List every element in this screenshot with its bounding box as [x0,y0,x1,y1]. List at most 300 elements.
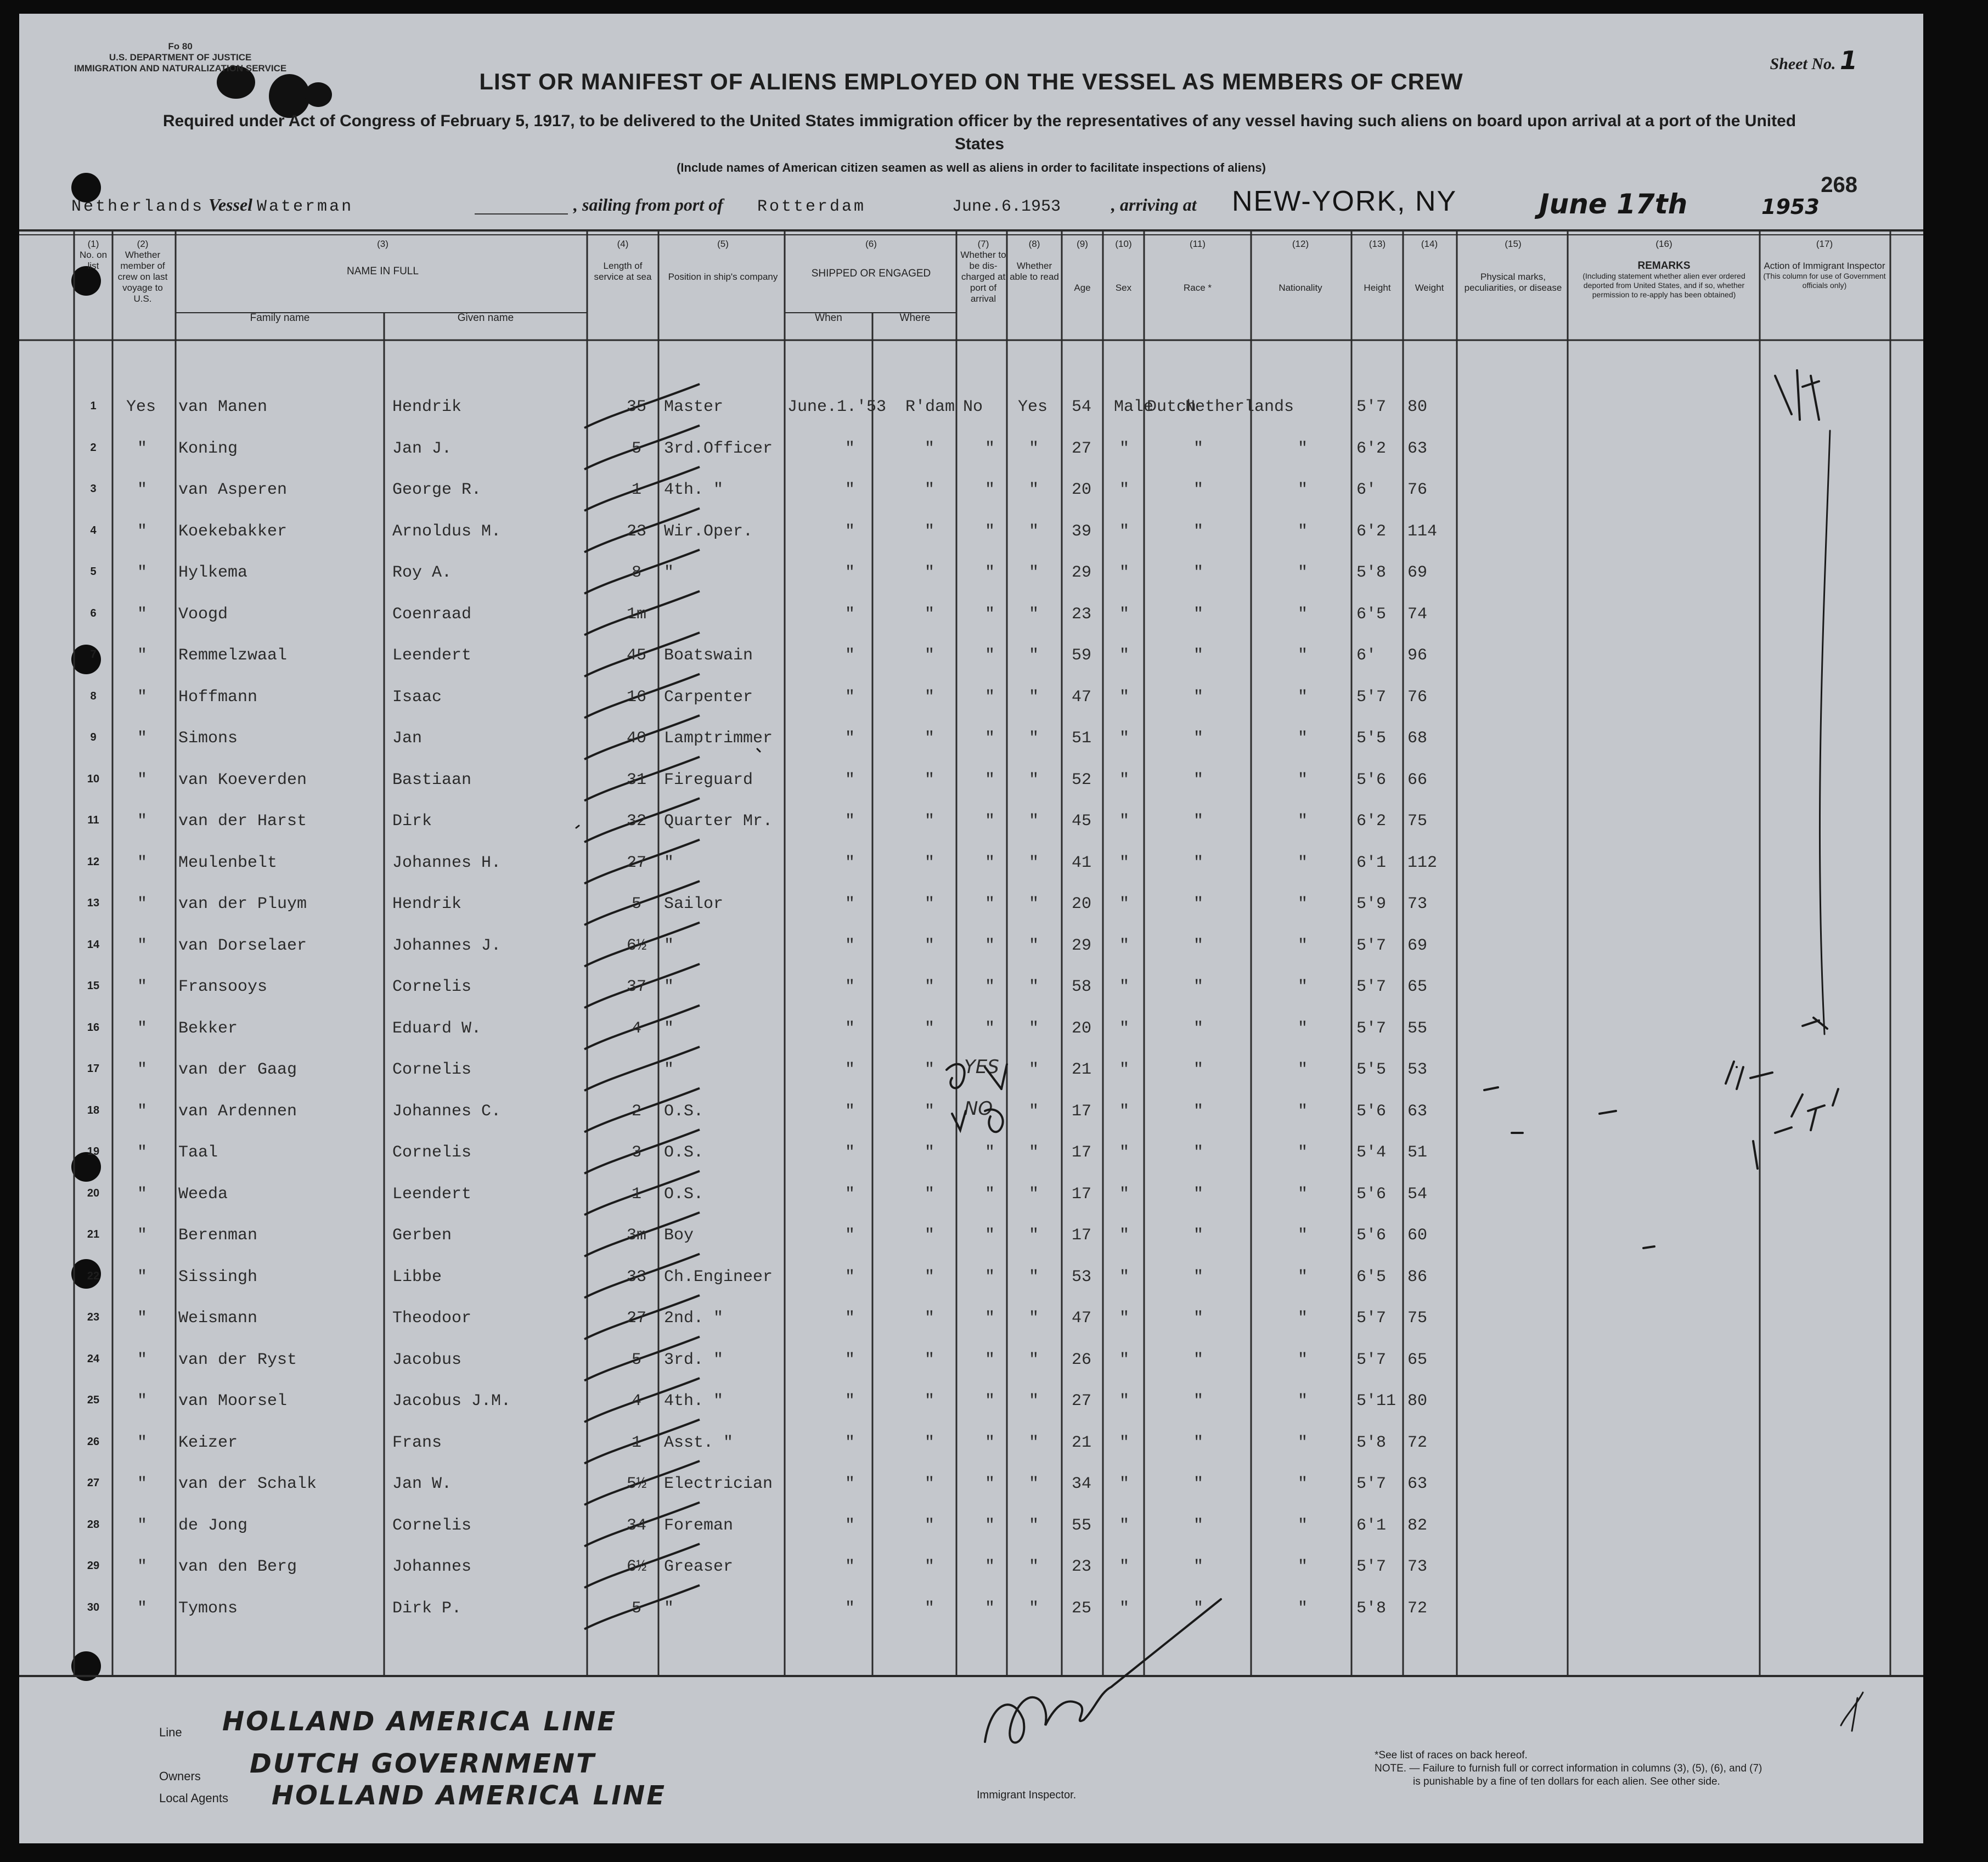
cell-height: 5'7 [1356,1475,1387,1493]
cell-discharge: " [985,1433,995,1452]
cell-height: 5'5 [1356,1060,1387,1079]
cell-weight: 66 [1407,770,1428,789]
cell-where: " [925,646,935,665]
cell-nationality: " [1298,646,1308,665]
footnote: *See list of races on back hereof. NOTE. — Failure to furnish full or correct information in columns (3), (5), (6), and (7) is punishable by a fine of ten dollars for each alien. See other side. [1375,1750,1762,1787]
cell-given: Coenraad [392,605,472,624]
cell-discharge: " [985,812,995,831]
cell-height: 5'4 [1356,1143,1387,1162]
cell-read: " [1029,1558,1039,1576]
sailing-label: , sailing from port of [573,195,723,215]
cell-last: " [137,1309,148,1328]
cell-when: " [845,1309,855,1328]
row-number: 23 [87,1311,100,1323]
cell-service: 2 [631,1102,641,1121]
cell-height: 5'9 [1356,895,1387,913]
cell-sex: " [1119,605,1130,624]
cell-weight: 80 [1407,398,1428,416]
cell-sex: " [1119,1558,1130,1576]
cell-family: Weismann [178,1309,258,1328]
cell-where: " [925,1184,935,1204]
cell-read: " [1029,481,1039,499]
cell-weight: 60 [1407,1226,1428,1245]
cell-position: Sailor [664,895,724,913]
cell-read: " [1029,936,1039,955]
cell-family: van der Pluym [178,895,307,913]
cell-height: 6'2 [1356,439,1387,458]
row-number: 22 [87,1269,100,1282]
page-title: LIST OR MANIFEST OF ALIENS EMPLOYED ON THE VESSEL AS MEMBERS OF CREW [479,69,1463,94]
cell-where: " [925,563,935,582]
cell-height: 5'7 [1356,1350,1387,1369]
col-header-family: Family name [250,312,310,324]
cell-age: 51 [1072,729,1092,748]
cell-sex: " [1119,895,1130,913]
cell-age: 52 [1072,770,1092,789]
agents-value: HOLLAND AMERICA LINE [272,1780,667,1811]
inspector-label: Immigrant Inspector. [977,1789,1077,1801]
cell-where: " [925,439,935,458]
cell-weight: 65 [1407,978,1428,996]
cell-position: " [664,1060,674,1079]
col-header-7: (7) Whether to be dis-charged at port of arrival [960,239,1006,304]
cell-read: " [1029,439,1039,458]
cell-weight: 75 [1407,1309,1428,1328]
cell-sex: " [1119,936,1130,955]
cell-discharge: " [985,1143,995,1162]
col-header-8: (8) Whether able to read [1010,239,1059,282]
cell-discharge: " [985,481,995,499]
col-header-2: (2) Whether member of crew on last voyage to U.S. [117,239,168,304]
cell-when: " [845,1102,855,1121]
cell-read: " [1029,563,1039,582]
cell-discharge: " [985,1267,995,1287]
cell-where: " [925,1019,935,1038]
row-number: 16 [87,1021,100,1034]
agents-label: Local Agents [159,1791,228,1805]
arriving-year: 1953 [1761,195,1820,219]
cell-weight: 80 [1407,1392,1428,1410]
cell-height: 5'7 [1356,978,1387,996]
cell-sex: " [1119,1184,1130,1204]
cell-given: Jacobus J.M. [392,1392,511,1410]
cell-nationality: " [1298,481,1308,499]
cell-given: Eduard W. [392,1019,482,1038]
cell-position: 3rd.Officer [664,439,773,458]
cell-service: 5 [631,895,641,913]
cell-service: 31 [626,770,646,789]
cell-read: " [1029,1309,1039,1328]
cell-read: " [1029,1019,1039,1038]
cell-when: " [845,978,855,996]
cell-given: Dirk [392,812,432,831]
cell-when: " [845,646,855,665]
cell-position: Electrician [664,1475,773,1493]
col-header-3: (3) NAME IN FULL [347,239,419,277]
cell-service: 16 [626,687,646,707]
cell-discharge: " [985,1019,995,1038]
include-note: (Include names of American citizen seamen as well as aliens in order to facilitate inspections of aliens) [677,161,1266,174]
row-number: 27 [87,1477,100,1489]
cell-age: 27 [1072,439,1092,458]
cell-height: 5'6 [1356,1226,1387,1245]
cell-discharge: " [985,646,995,665]
cell-position: Boy [664,1226,694,1245]
cell-given: Johannes [392,1558,472,1576]
cell-when: " [845,439,855,458]
cell-position: Quarter Mr. [664,812,773,831]
cell-last: " [137,1060,148,1079]
col-header-1: (1) No. on list [79,239,108,271]
row-number: 1 [90,400,97,412]
cell-height: 6'1 [1356,853,1387,872]
cell-family: Fransooys [178,978,268,996]
cell-last: " [137,1558,148,1576]
cell-read: Yes [1018,398,1048,416]
cell-age: 20 [1072,1019,1092,1038]
col-header-17: (17) Action of Immigrant Inspector (This column for use of Government officials only) [1763,239,1886,290]
cell-service: 4 [631,1019,641,1038]
cell-height: 5'8 [1356,563,1387,582]
cell-sex: " [1119,812,1130,831]
cell-given: Gerben [392,1226,452,1245]
cell-read: " [1029,1267,1039,1287]
cell-weight: 53 [1407,1060,1428,1079]
cell-where: " [925,1392,935,1410]
cell-service: 5 [631,439,641,458]
cell-read: " [1029,522,1039,541]
cell-given: Hendrik [392,895,462,913]
cell-weight: 73 [1407,1558,1428,1576]
cell-service: 1m [626,605,646,624]
cell-where: " [925,1226,935,1245]
cell-when: " [845,1267,855,1287]
cell-position: Greaser [664,1558,734,1576]
cell-age: 59 [1072,646,1092,665]
cell-where: " [925,936,935,955]
cell-weight: 76 [1407,687,1428,707]
cell-position: " [664,1599,674,1618]
cell-when: " [845,1599,855,1618]
cell-nationality: " [1298,522,1308,541]
cell-position: " [664,853,674,872]
cell-nationality: " [1298,1102,1308,1121]
cell-race: " [1193,522,1204,541]
cell-height: 6' [1356,646,1377,665]
cell-read: " [1029,729,1039,748]
row-number: 26 [87,1435,100,1448]
cell-nationality: " [1298,439,1308,458]
cell-position: " [664,978,674,996]
cell-family: Weeda [178,1184,228,1204]
cell-nationality: " [1298,563,1308,582]
cell-where: " [925,522,935,541]
cell-age: 21 [1072,1433,1092,1452]
cell-discharge: NO [964,1097,993,1120]
row-number: 9 [90,731,97,743]
cell-age: 23 [1072,1558,1092,1576]
cell-race: " [1193,1184,1204,1204]
cell-where: " [925,812,935,831]
cell-age: 27 [1072,1392,1092,1410]
cell-when: " [845,522,855,541]
cell-race: Dutch [1147,398,1197,416]
cell-last: " [137,729,148,748]
cell-age: 29 [1072,936,1092,955]
cell-position: O.S. [664,1143,704,1162]
cell-height: 5'7 [1356,1019,1387,1038]
cell-position: Asst. " [664,1433,734,1452]
cell-height: 6'2 [1356,812,1387,831]
cell-nationality: " [1298,1350,1308,1369]
cell-service: 4 [631,1392,641,1410]
cell-service: 27 [626,853,646,872]
cell-service: 5½ [626,1475,646,1493]
cell-service: 1 [631,1184,641,1204]
cell-last: " [137,563,148,582]
cell-last: " [137,1392,148,1410]
cell-height: 5'6 [1356,1184,1387,1204]
cell-sex: " [1119,563,1130,582]
cell-last: " [137,1143,148,1162]
cell-age: 23 [1072,605,1092,624]
cell-height: 6'1 [1356,1516,1387,1535]
cell-family: Koning [178,439,238,458]
cell-where: " [925,1267,935,1287]
cell-weight: 86 [1407,1267,1428,1287]
cell-when: " [845,1143,855,1162]
cell-height: 5'5 [1356,729,1387,748]
cell-nationality: " [1298,812,1308,831]
cell-where: " [925,1433,935,1452]
cell-given: Cornelis [392,1143,472,1162]
cell-position: Boatswain [664,646,753,665]
cell-age: 21 [1072,1060,1092,1079]
cell-family: Sissingh [178,1267,258,1287]
cell-sex: " [1119,1267,1130,1287]
cell-nationality: " [1298,1309,1308,1328]
cell-weight: 63 [1407,439,1428,458]
cell-discharge: " [985,439,995,458]
cell-discharge: " [985,522,995,541]
cell-weight: 112 [1407,853,1438,872]
sail-date: June.6.1953 [952,198,1061,216]
cell-read: " [1029,1433,1039,1452]
cell-where: " [925,1350,935,1369]
cell-race: " [1193,1475,1204,1493]
row-number: 10 [87,772,100,785]
cell-last: " [137,1350,148,1369]
cell-given: Libbe [392,1267,442,1287]
cell-race: " [1193,1267,1204,1287]
cell-where: " [925,1060,935,1079]
cell-discharge: " [985,770,995,789]
cell-age: 55 [1072,1516,1092,1535]
cell-position: " [664,563,674,582]
col-header-14: (14) Weight [1415,239,1444,293]
col-header-9: (9) Age [1074,239,1091,293]
cell-read: " [1029,1599,1039,1618]
cell-discharge: " [985,1516,995,1535]
cell-nationality: " [1298,1516,1308,1535]
cell-last: " [137,1599,148,1618]
cell-race: " [1193,1392,1204,1410]
cell-family: van der Schalk [178,1475,317,1493]
cell-position: Fireguard [664,770,753,789]
cell-given: Johannes H. [392,853,502,872]
cell-last: " [137,895,148,913]
cell-weight: 114 [1407,522,1438,541]
cell-sex: " [1119,522,1130,541]
cell-race: " [1193,1102,1204,1121]
cell-family: van der Ryst [178,1350,297,1369]
cell-nationality: " [1298,1558,1308,1576]
cell-age: 20 [1072,895,1092,913]
cell-position: Ch.Engineer [664,1267,773,1287]
cell-when: " [845,563,855,582]
cell-race: " [1193,646,1204,665]
cell-read: " [1029,978,1039,996]
cell-height: 5'8 [1356,1599,1387,1618]
cell-age: 39 [1072,522,1092,541]
cell-age: 53 [1072,1267,1092,1287]
owners-label: Owners [159,1769,201,1783]
cell-service: 27 [626,1309,646,1328]
cell-sex: " [1119,729,1130,748]
cell-family: de Jong [178,1516,248,1535]
cell-sex: " [1119,853,1130,872]
page-subtitle: Required under Act of Congress of February 5, 1917, to be delivered to the United States immigration officer by the representatives of any vessel having such aliens on board upon arrival at a port of the United States [162,112,1796,153]
cell-read: " [1029,770,1039,789]
cell-discharge: " [985,895,995,913]
cell-race: " [1193,1599,1204,1618]
cell-discharge: No [963,398,983,416]
cell-family: Berenman [178,1226,258,1245]
cell-height: 5'11 [1356,1392,1396,1410]
cell-service: 40 [626,729,646,748]
cell-given: Leendert [392,1184,472,1204]
cell-last: " [137,1184,148,1204]
cell-position: " [664,936,674,955]
cell-race: " [1193,1060,1204,1079]
cell-race: " [1193,1516,1204,1535]
cell-discharge: " [985,1226,995,1245]
cell-where: " [925,895,935,913]
cell-service: 35 [626,398,646,416]
cell-race: " [1193,563,1204,582]
manifest-sheet [19,14,1923,1843]
cell-age: 25 [1072,1599,1092,1618]
cell-race: " [1193,1558,1204,1576]
row-number: 30 [87,1601,100,1613]
cell-given: Johannes J. [392,936,502,955]
col-header-15: (15) Physical marks, peculiarities, or disease [1464,239,1562,293]
cell-last: " [137,646,148,665]
cell-when: " [845,1226,855,1245]
cell-height: 6'5 [1356,1267,1387,1287]
cell-age: 17 [1072,1143,1092,1162]
cell-position: O.S. [664,1184,704,1204]
cell-race: " [1193,1309,1204,1328]
cell-read: " [1029,1392,1039,1410]
cell-family: van der Harst [178,812,307,831]
row-number: 6 [90,607,97,619]
cell-when: " [845,1184,855,1204]
cell-family: van den Berg [178,1558,297,1576]
cell-given: Jacobus [392,1350,462,1369]
col-header-when: When [815,312,842,324]
vessel-line: Netherlands Vessel Waterman [71,195,354,216]
cell-when: " [845,1060,855,1079]
cell-position: Lamptrimmer [664,729,773,748]
cell-when: " [845,812,855,831]
cell-discharge: " [985,1184,995,1204]
cell-last: " [137,1019,148,1038]
cell-age: 29 [1072,563,1092,582]
line-value: HOLLAND AMERICA LINE [222,1706,617,1737]
cell-read: " [1029,1060,1039,1079]
cell-discharge: " [985,936,995,955]
cell-race: " [1193,1226,1204,1245]
cell-nationality: " [1298,1019,1308,1038]
cell-given: Frans [392,1433,442,1452]
row-number: 5 [90,566,97,578]
cell-last: " [137,1226,148,1245]
cell-where: R'dam [905,398,955,416]
cell-height: 5'8 [1356,1433,1387,1452]
col-header-given: Given name [457,312,514,324]
cell-service: 3m [626,1226,646,1245]
cell-height: 6' [1356,481,1377,499]
cell-weight: 63 [1407,1475,1428,1493]
cell-sex: " [1119,770,1130,789]
cell-race: " [1193,729,1204,748]
cell-race: " [1193,1433,1204,1452]
handwritten-marks [19,14,1923,1843]
cell-nationality: " [1298,1433,1308,1452]
cell-position: 2nd. " [664,1309,724,1328]
cell-weight: 82 [1407,1516,1428,1535]
cell-when: " [845,1516,855,1535]
cell-weight: 55 [1407,1019,1428,1038]
cell-sex: Male [1114,398,1154,416]
form-agency: Fo 80 U.S. DEPARTMENT OF JUSTICE IMMIGRATION AND NATURALIZATION SERVICE [74,41,287,74]
cell-age: 45 [1072,812,1092,831]
cell-weight: 72 [1407,1433,1428,1452]
cell-race: " [1193,1350,1204,1369]
cell-height: 5'7 [1356,936,1387,955]
cell-read: " [1029,1516,1039,1535]
cell-service: 1 [631,481,641,499]
port-from: Rotterdam [757,198,866,216]
cell-discharge: " [985,1558,995,1576]
cell-last: " [137,978,148,996]
cell-weight: 63 [1407,1102,1428,1121]
row-number: 13 [87,897,100,909]
cell-service: 33 [626,1267,646,1287]
cell-service: 37 [626,978,646,996]
cell-nationality: " [1298,729,1308,748]
cell-given: Theodoor [392,1309,472,1328]
cell-race: " [1193,687,1204,707]
cell-family: van Dorselaer [178,936,307,955]
row-number: 18 [87,1104,100,1116]
cell-race: " [1193,936,1204,955]
cell-sex: " [1119,1433,1130,1452]
col-header-where: Where [899,312,931,324]
cell-last: " [137,1475,148,1493]
row-number: 21 [87,1228,100,1240]
